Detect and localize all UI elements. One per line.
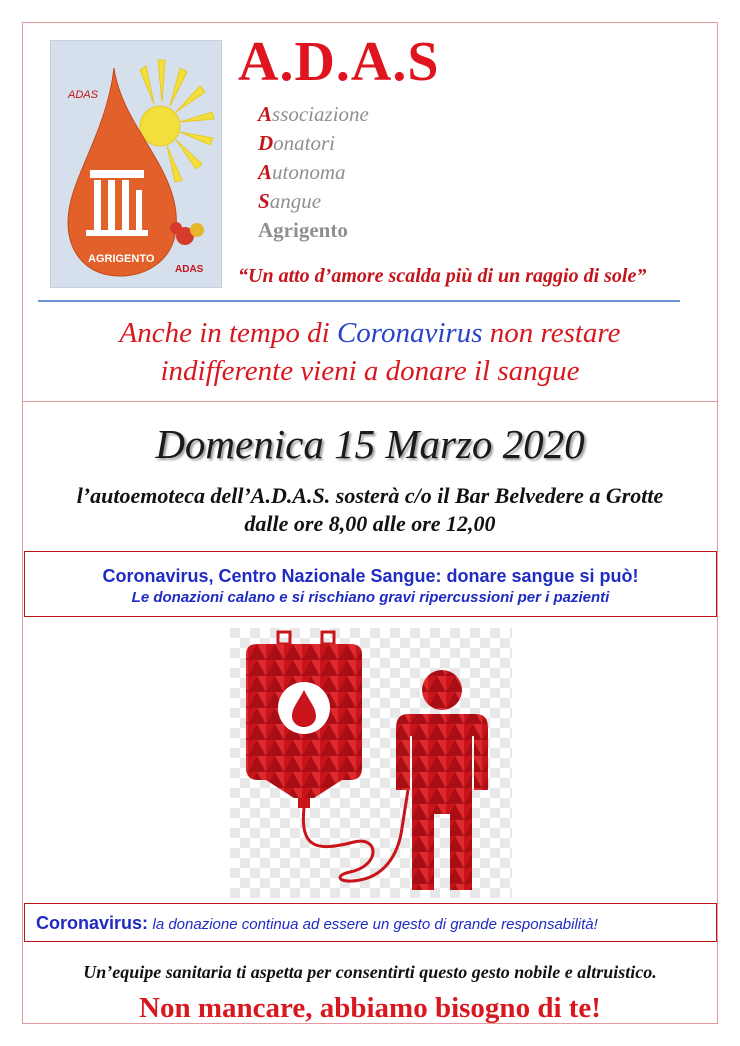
call-to-action: Non mancare, abbiamo bisogno di te! [139, 992, 601, 1024]
callout-box [24, 903, 717, 942]
adas-logo [50, 40, 222, 288]
acronym-initial: D [258, 131, 274, 155]
blood-drop-icon [278, 682, 330, 734]
acronym-initial: A [258, 160, 273, 184]
event-hours: dalle ore 8,00 alle ore 12,00 [244, 511, 496, 536]
acronym-line [258, 129, 369, 158]
org-title: A.D.A.S [238, 31, 440, 93]
notice-headline: Coronavirus, Centro Nazionale Sangue: donare sangue si può! [102, 566, 639, 586]
acronym-line [258, 100, 369, 129]
appeal-highlight: Coronavirus [336, 317, 483, 349]
callout-keyword: Coronavirus: [36, 913, 149, 933]
acronym-rest: angue [269, 189, 322, 213]
acronym-rest: onatori [273, 131, 336, 155]
event-info [22, 482, 718, 538]
appeal-after: non restare [482, 317, 621, 349]
appeal-line-1 [22, 314, 718, 352]
logo-badge-text: ADAS [175, 264, 204, 275]
logo-top-text: ADAS [68, 89, 98, 101]
notice-box [24, 551, 717, 617]
acronym-initial: A [258, 102, 273, 126]
callout-text: la donazione continua ad essere un gesto di grande responsabilità! [152, 916, 598, 933]
footer-note: Un’equipe sanitaria ti aspetta per consentirti questo gesto nobile e altruistico. [83, 962, 657, 982]
acronym-line [258, 158, 369, 187]
acronym-line [258, 187, 369, 216]
event-date: Domenica 15 Marzo 2020 [155, 421, 585, 467]
org-acronym [258, 100, 369, 245]
notice-subline: Le donazioni calano e si rischiano gravi ripercussioni per i pazienti [131, 589, 610, 606]
acronym-rest: utonoma [272, 160, 346, 184]
logo-city-text: AGRIGENTO [88, 253, 155, 265]
event-location: l’autoemoteca dell’A.D.A.S. sosterà c/o il Bar Belvedere a Grotte [76, 483, 664, 508]
acronym-city: Agrigento [258, 218, 348, 242]
appeal-text [22, 314, 718, 390]
header-rule [38, 300, 680, 302]
donation-illustration [230, 628, 512, 898]
section-divider [22, 401, 718, 402]
motto-quote: “Un atto d’amore scalda più di un raggio di sole” [238, 265, 647, 287]
appeal-before: Anche in tempo di [119, 317, 337, 349]
acronym-initial: S [258, 189, 270, 213]
appeal-line-2: indifferente vieni a donare il sangue [160, 355, 580, 387]
acronym-rest: ssociazione [272, 102, 369, 126]
